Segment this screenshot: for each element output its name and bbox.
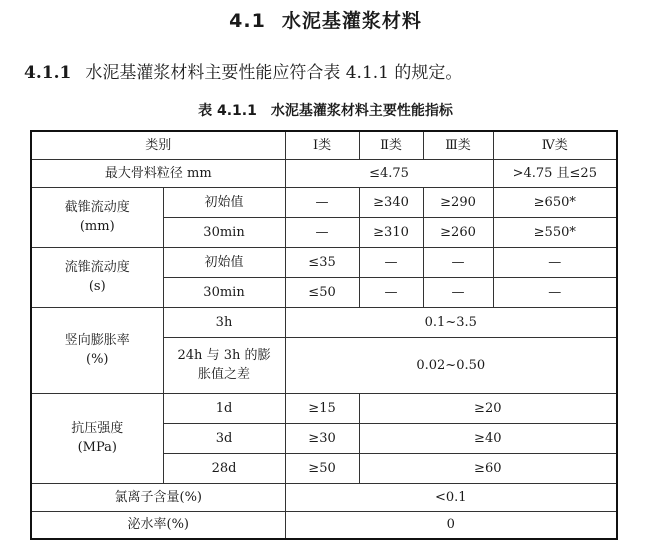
- table-title: 水泥基灌浆材料主要性能指标: [270, 103, 453, 119]
- strength-28d-label: 28d: [163, 453, 285, 483]
- cone-flow-30min-class-2: ≥310: [359, 217, 423, 247]
- cone-flow-label-name: 截锥流动度: [64, 200, 130, 215]
- header-class-4: Ⅳ类: [493, 131, 617, 159]
- header-class-1: Ⅰ类: [285, 131, 359, 159]
- flow-cone-30min-class-1: ≤50: [285, 277, 359, 307]
- bleeding-label: 泌水率(%): [31, 511, 285, 539]
- table-row-max-aggregate: [31, 159, 617, 187]
- table-row-chloride: [31, 483, 617, 511]
- table-caption: [0, 100, 651, 120]
- strength-28d-class-1: ≥50: [285, 453, 359, 483]
- strength-1d-class-2-4: ≥20: [359, 393, 617, 423]
- performance-table: [30, 130, 618, 540]
- flow-cone-initial-class-3: —: [423, 247, 493, 277]
- expansion-diff-value: 0.02~0.50: [285, 337, 617, 393]
- cone-flow-label: [31, 187, 163, 247]
- expansion-diff-label: [163, 337, 285, 393]
- header-class-2: Ⅱ类: [359, 131, 423, 159]
- clause-text: 水泥基灌浆材料主要性能应符合表 4.1.1 的规定。: [85, 63, 463, 83]
- strength-3d-class-1: ≥30: [285, 423, 359, 453]
- cone-flow-initial-class-2: ≥340: [359, 187, 423, 217]
- flow-cone-30min-class-2: —: [359, 277, 423, 307]
- header-category: 类别: [31, 131, 285, 159]
- header-class-3: Ⅲ类: [423, 131, 493, 159]
- strength-28d-class-2-4: ≥60: [359, 453, 617, 483]
- cone-flow-initial-label: 初始值: [163, 187, 285, 217]
- flow-cone-30min-class-3: —: [423, 277, 493, 307]
- flow-cone-initial-class-1: ≤35: [285, 247, 359, 277]
- cone-flow-30min-label: 30min: [163, 217, 285, 247]
- flow-cone-initial-class-2: —: [359, 247, 423, 277]
- cone-flow-initial-class-4: ≥650*: [493, 187, 617, 217]
- max-aggregate-class-1-3: ≤4.75: [285, 159, 493, 187]
- expansion-diff-label-line1: 24h 与 3h 的膨: [177, 348, 271, 363]
- max-aggregate-class-4: >4.75 且≤25: [493, 159, 617, 187]
- strength-3d-class-2-4: ≥40: [359, 423, 617, 453]
- expansion-3h-value: 0.1~3.5: [285, 307, 617, 337]
- expansion-label-name: 竖向膨胀率: [64, 333, 130, 348]
- flow-cone-initial-label: 初始值: [163, 247, 285, 277]
- cone-flow-initial-class-3: ≥290: [423, 187, 493, 217]
- cone-flow-30min-class-4: ≥550*: [493, 217, 617, 247]
- table-row-cone-flow-initial: [31, 187, 617, 217]
- strength-label: [31, 393, 163, 483]
- strength-label-unit: (MPa): [77, 440, 117, 455]
- table-header-row: [31, 131, 617, 159]
- chloride-value: <0.1: [285, 483, 617, 511]
- expansion-label: [31, 307, 163, 393]
- flow-cone-30min-label: 30min: [163, 277, 285, 307]
- cone-flow-label-unit: (mm): [79, 219, 115, 234]
- clause-number: 4.1.1: [24, 63, 72, 83]
- bleeding-value: 0: [285, 511, 617, 539]
- expansion-label-unit: (%): [86, 352, 109, 367]
- strength-3d-label: 3d: [163, 423, 285, 453]
- expansion-3h-label: 3h: [163, 307, 285, 337]
- expansion-diff-label-line2: 胀值之差: [198, 367, 251, 382]
- flow-cone-30min-class-4: —: [493, 277, 617, 307]
- strength-1d-class-1: ≥15: [285, 393, 359, 423]
- chloride-label: 氯离子含量(%): [31, 483, 285, 511]
- max-aggregate-label: 最大骨料粒径 mm: [31, 159, 285, 187]
- table-row-bleeding: [31, 511, 617, 539]
- strength-1d-label: 1d: [163, 393, 285, 423]
- table-row-flow-cone-initial: [31, 247, 617, 277]
- table-row-expansion-3h: [31, 307, 617, 337]
- flow-cone-label-name: 流锥流动度: [64, 260, 130, 275]
- strength-label-name: 抗压强度: [71, 421, 124, 436]
- section-number: 4.1: [229, 10, 266, 32]
- cone-flow-30min-class-1: —: [285, 217, 359, 247]
- flow-cone-label-unit: (s): [88, 279, 106, 294]
- cone-flow-initial-class-1: —: [285, 187, 359, 217]
- table-row-strength-1d: [31, 393, 617, 423]
- flow-cone-initial-class-4: —: [493, 247, 617, 277]
- section-heading: [0, 6, 651, 33]
- section-title-text: 水泥基灌浆材料: [281, 10, 422, 32]
- flow-cone-label: [31, 247, 163, 307]
- clause-paragraph: [24, 58, 462, 83]
- table-number: 表 4.1.1: [198, 103, 257, 119]
- cone-flow-30min-class-3: ≥260: [423, 217, 493, 247]
